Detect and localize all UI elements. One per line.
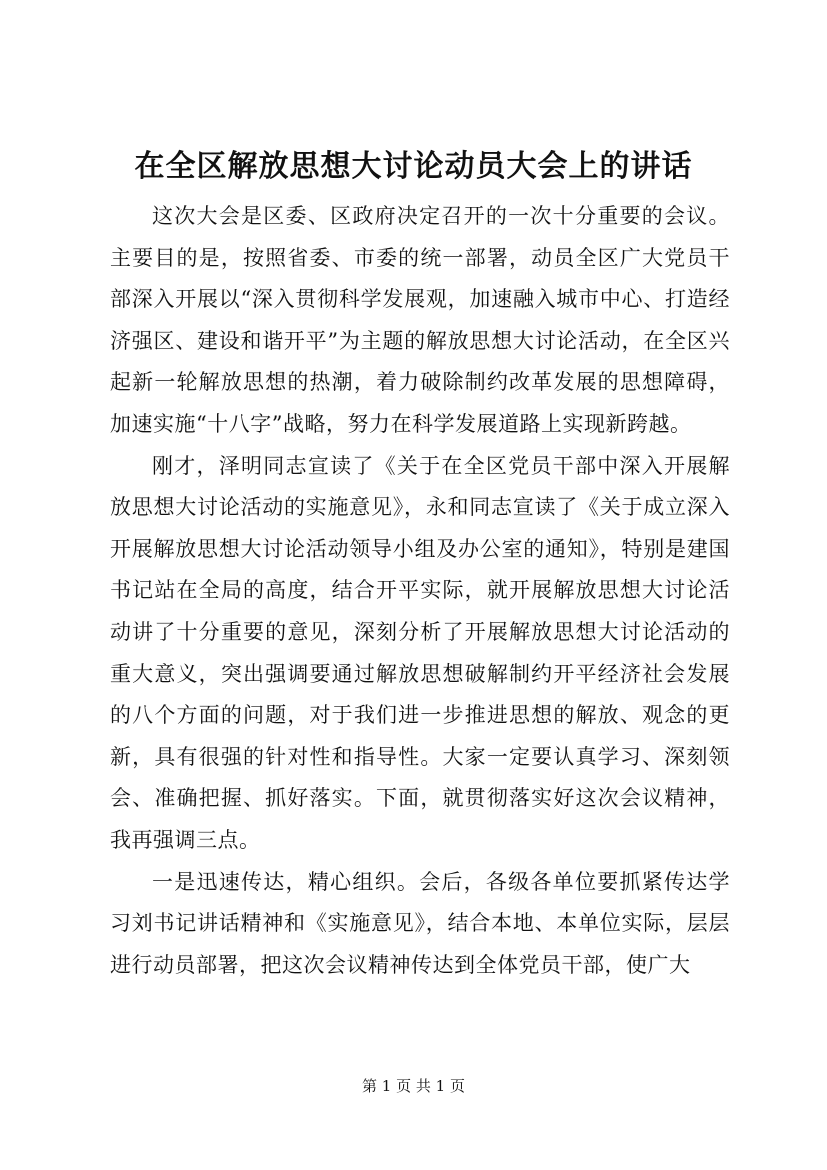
document-title: 在全区解放思想大讨论动员大会上的讲话	[134, 149, 693, 184]
document-body	[110, 196, 730, 986]
paragraph-3: 一是迅速传达，精心组织。会后，各级各单位要抓紧传达学习刘书记讲话精神和《实施意见》，结合本地、本单位实际，层层进行动员部署，把这次会议精神传达到全体党员干部，使广大	[110, 869, 730, 977]
page-footer: 第 1 页 共 1 页	[362, 1077, 465, 1095]
paragraph-1: 这次大会是区委、区政府决定召开的一次十分重要的会议。主要目的是，按照省委、市委的统一部署，动员全区广大党员干部深入开展以“深入贯彻科学发展观，加速融入城市中心、打造经济强区、建设和谐开平”为主题的解放思想大讨论活动，在全区兴起新一轮解放思想的热潮，着力破除制约改革发展的思想障碍，加速实施“十八字”战略，努力在科学发展道路上实现新跨越。	[110, 204, 730, 436]
paragraph-2: 刚才，泽明同志宣读了《关于在全区党员干部中深入开展解放思想大讨论活动的实施意见》，永和同志宣读了《关于成立深入开展解放思想大讨论活动领导小组及办公室的通知》，特别是建国书记站在全局的高度，结合开平实际，就开展解放思想大讨论活动讲了十分重要的意见，深刻分析了开展解放思想大讨论活动的重大意义，突出强调要通过解放思想破解制约开平经济社会发展的八个方面的问题，对于我们进一步推进思想的解放、观念的更新，具有很强的针对性和指导性。大家一定要认真学习、深刻领会、准确把握、抓好落实。下面，就贯彻落实好这次会议精神，我再强调三点。	[110, 453, 730, 852]
